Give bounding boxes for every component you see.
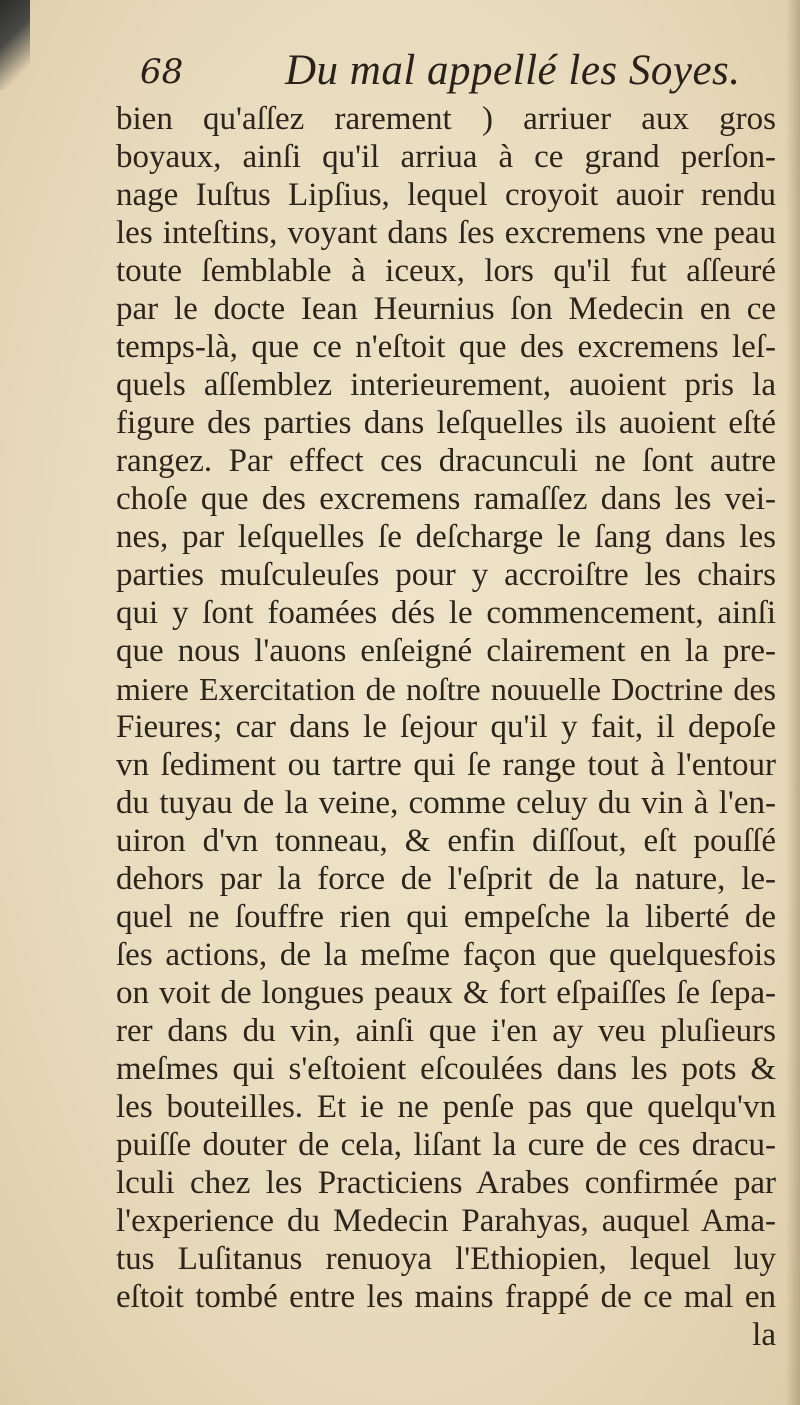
text-line: les bouteilles. Et ie ne penſe pas que quelqu'vn bbox=[116, 1089, 776, 1125]
text-line: on voit de longues peaux & fort eſpaiſſes ſe ſepa- bbox=[116, 975, 776, 1011]
page-number: 68 bbox=[140, 52, 184, 92]
text-line: vn ſediment ou tartre qui ſe range tout à l'entour bbox=[116, 747, 776, 783]
text-line: les inteſtins, voyant dans ſes excremens vne peau bbox=[116, 215, 776, 251]
page-header bbox=[0, 40, 800, 100]
running-title: Du mal appellé les Soyes. bbox=[285, 47, 741, 94]
text-line: ſes actions, de la meſme façon que quelquesfois bbox=[116, 937, 776, 973]
text-line: du tuyau de la veine, comme celuy du vin à l'en- bbox=[116, 785, 776, 821]
text-line: nes, par leſquelles ſe deſcharge le ſang dans les bbox=[116, 519, 776, 555]
catchword: la bbox=[752, 1317, 776, 1353]
text-line: qui y ſont foamées dés le commencement, ainſi bbox=[116, 595, 776, 631]
text-line: choſe que des excremens ramaſſez dans les vei- bbox=[116, 481, 776, 517]
text-line: eſtoit tombé entre les mains frappé de ce mal en bbox=[116, 1279, 776, 1315]
text-line: figure des parties dans leſquelles ils auoient eſté bbox=[116, 405, 776, 441]
text-line: l'experience du Medecin Parahyas, auquel Ama- bbox=[116, 1203, 776, 1239]
text-line: parties muſculeuſes pour y accroiſtre les chairs bbox=[116, 557, 776, 593]
text-line: rangez. Par effect ces dracunculi ne ſont autre bbox=[116, 443, 776, 479]
text-line: bien qu'aſſez rarement ) arriuer aux gros bbox=[116, 101, 776, 137]
text-line: miere Exercitation de noſtre nouuelle Doctrine des bbox=[116, 671, 776, 707]
text-line: toute ſemblable à iceux, lors qu'il fut aſſeuré bbox=[116, 253, 776, 289]
text-line: dehors par la force de l'eſprit de la nature, le- bbox=[116, 861, 776, 897]
text-line: temps-là, que ce n'eſtoit que des excremens leſ- bbox=[116, 329, 776, 365]
text-line: quel ne ſouffre rien qui empeſche la liberté de bbox=[116, 899, 776, 935]
text-line: uiron d'vn tonneau, & enfin diſſout, eſt pouſſé bbox=[116, 823, 776, 859]
text-line: lculi chez les Practiciens Arabes confirmée par bbox=[116, 1165, 776, 1201]
text-line: meſmes qui s'eſtoient eſcoulées dans les pots & bbox=[116, 1051, 776, 1087]
text-line: boyaux, ainſi qu'il arriua à ce grand perſon- bbox=[116, 139, 776, 175]
text-line: rer dans du vin, ainſi que i'en ay veu pluſieurs bbox=[116, 1013, 776, 1049]
text-line: puiſſe douter de cela, liſant la cure de ces dracu- bbox=[116, 1127, 776, 1163]
text-line: nage Iuſtus Lipſius, lequel croyoit auoir rendu bbox=[116, 177, 776, 213]
text-line: par le docte Iean Heurnius ſon Medecin en ce bbox=[116, 291, 776, 327]
text-line: quels aſſemblez interieurement, auoient pris la bbox=[116, 367, 776, 403]
text-line: Fieures; car dans le ſejour qu'il y fait, il depoſe bbox=[116, 709, 776, 745]
text-body bbox=[116, 100, 776, 1354]
text-line: que nous l'auons enſeigné clairement en la pre- bbox=[116, 633, 776, 669]
text-line: tus Luſitanus renuoya l'Ethiopien, lequel luy bbox=[116, 1241, 776, 1277]
